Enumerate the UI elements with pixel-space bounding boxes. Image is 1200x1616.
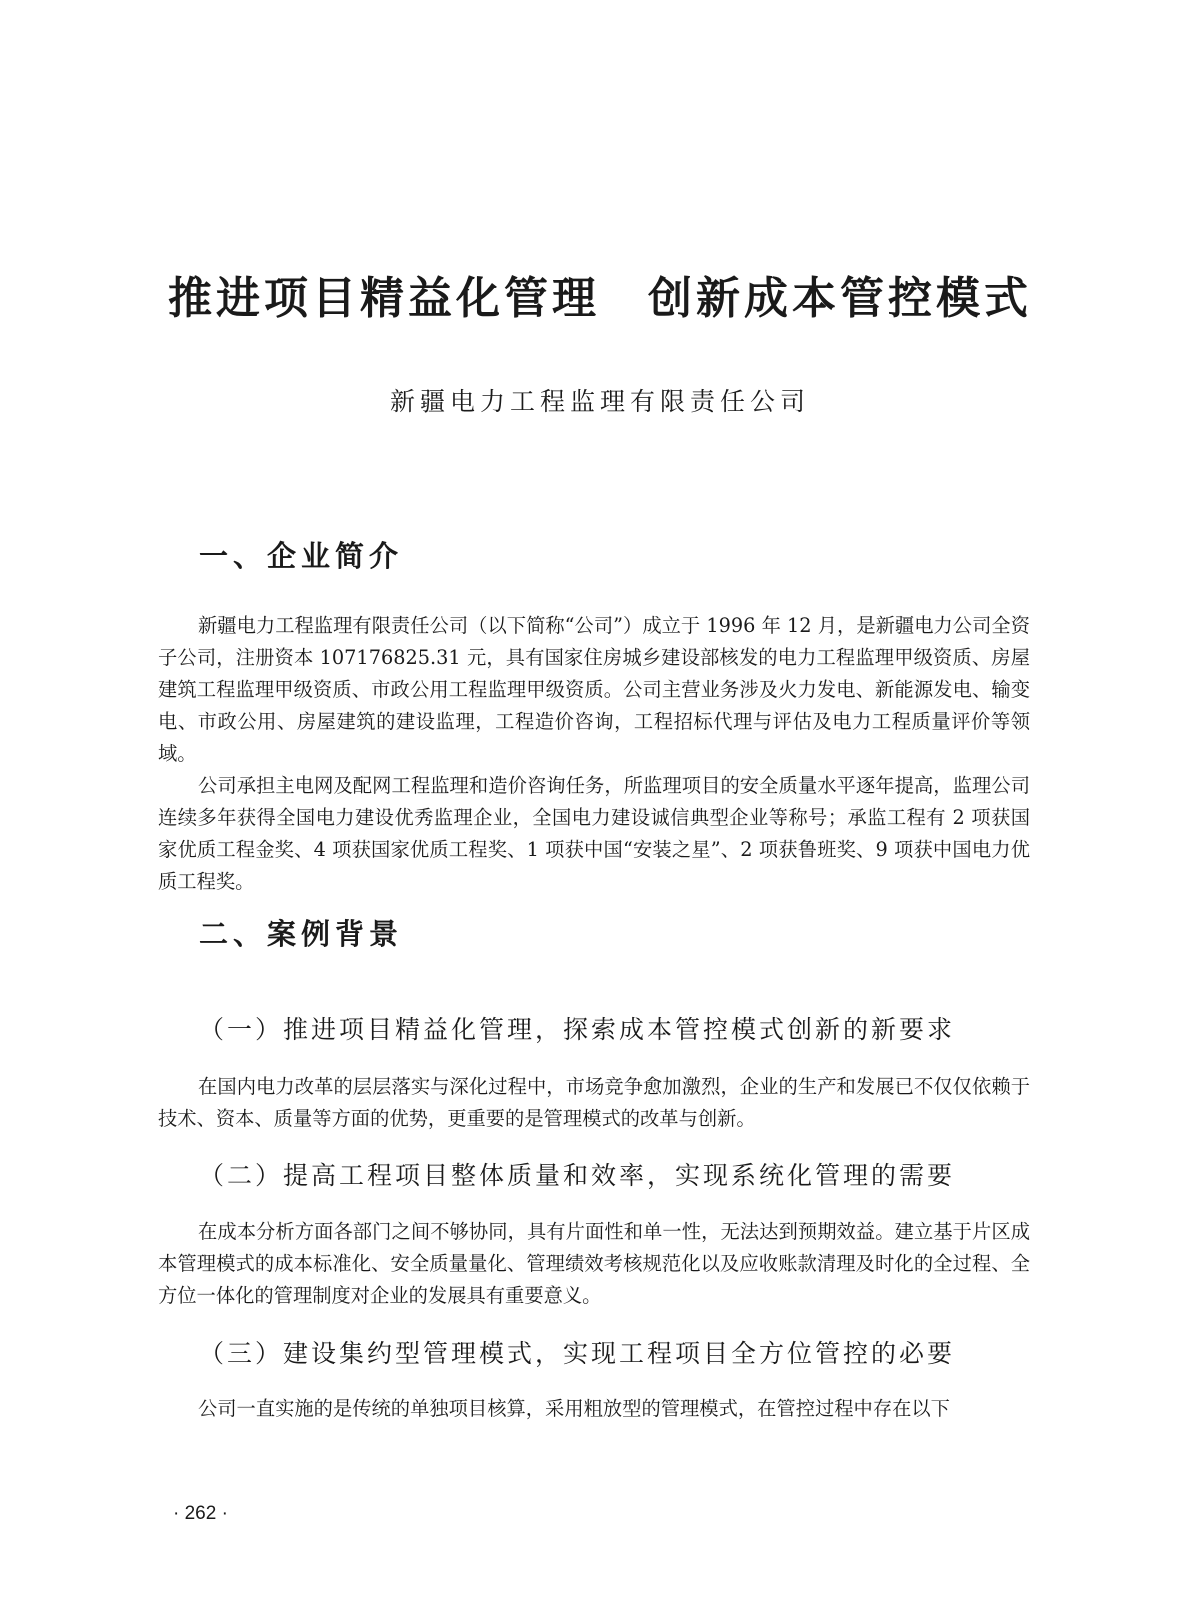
paragraph-intro-1: 新疆电力工程监理有限责任公司（以下简称“公司”）成立于 1996 年 12 月，是新疆电力公司全资子公司，注册资本 107176825.31 元，具有国家住房城乡建设部核发的电力工程监理甲级资质、房屋建筑工程监理甲级资质、市政公用工程监理甲级资质。公司主营业务涉及火力发电、新能源发电、输变电、市政公用、房屋建筑的建设监理，工程造价咨询，工程招标代理与评估及电力工程质量评价等领域。 — [158, 614, 1030, 765]
paragraph-subsection-3: 公司一直实施的是传统的单独项目核算，采用粗放型的管理模式，在管控过程中存在以下 — [198, 1397, 950, 1420]
subsection-heading-2: （二）提高工程项目整体质量和效率，实现系统化管理的需要 — [199, 1161, 956, 1190]
page-number: · 262 · — [173, 1503, 228, 1524]
section-heading-1: 一、企业简介 — [199, 539, 404, 573]
author-line: 新疆电力工程监理有限责任公司 — [389, 387, 810, 416]
subsection-heading-1: （一）推进项目精益化管理，探索成本管控模式创新的新要求 — [199, 1015, 956, 1044]
paragraph-subsection-1: 在国内电力改革的层层落实与深化过程中，市场竞争愈加激烈，企业的生产和发展已不仅仅依赖于技术、资本、质量等方面的优势，更重要的是管理模式的改革与创新。 — [158, 1075, 1030, 1130]
subsection-heading-3: （三）建设集约型管理模式，实现工程项目全方位管控的必要 — [199, 1339, 956, 1368]
page-title: 推进项目精益化管理 创新成本管控模式 — [168, 273, 1032, 324]
paragraph-intro-2: 公司承担主电网及配网工程监理和造价咨询任务，所监理项目的安全质量水平逐年提高，监理公司连续多年获得全国电力建设优秀监理企业，全国电力建设诚信典型企业等称号；承监工程有 2 项获国家优质工程金奖、4 项获国家优质工程奖、1 项获中国“安装之星”、2 项获鲁班奖、9 项获中国电力优质工程奖。 — [158, 774, 1030, 893]
paragraph-subsection-2: 在成本分析方面各部门之间不够协同，具有片面性和单一性，无法达到预期效益。建立基于片区成本管理模式的成本标准化、安全质量量化、管理绩效考核规范化以及应收账款清理及时化的全过程、全方位一体化的管理制度对企业的发展具有重要意义。 — [158, 1220, 1030, 1307]
section-heading-2: 二、案例背景 — [199, 917, 404, 951]
